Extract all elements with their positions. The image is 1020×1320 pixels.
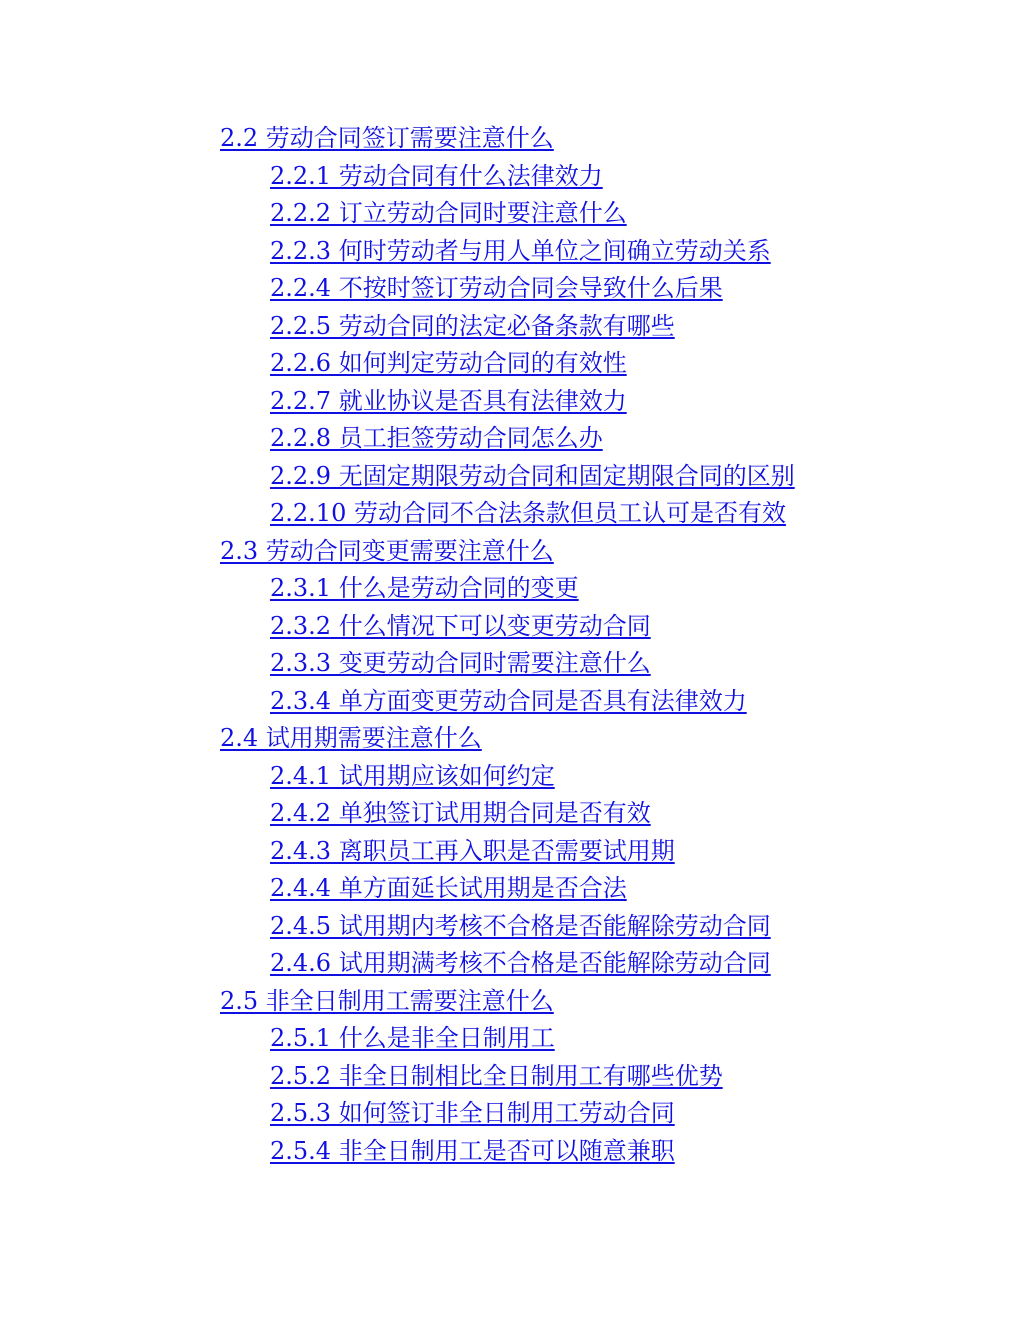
- toc-link[interactable]: 2.2.10 劳动合同不合法条款但员工认可是否有效: [270, 499, 786, 527]
- toc-subsection-2-3-3: [220, 645, 980, 683]
- toc-section-2-5: [220, 983, 980, 1021]
- toc-link[interactable]: 2.2 劳动合同签订需要注意什么: [220, 124, 554, 152]
- toc-subsection-2-4-6: [220, 945, 980, 983]
- toc-subsection-2-2-1: [220, 158, 980, 196]
- toc-link[interactable]: 2.2.2 订立劳动合同时要注意什么: [270, 199, 627, 227]
- toc-subsection-2-4-3: [220, 833, 980, 871]
- toc-subsection-2-2-10: [220, 495, 980, 533]
- toc-subsection-2-3-1: [220, 570, 980, 608]
- toc-link[interactable]: 2.2.9 无固定期限劳动合同和固定期限合同的区别: [270, 461, 795, 490]
- toc-link[interactable]: 2.4.2 单独签订试用期合同是否有效: [270, 799, 651, 827]
- toc-subsection-2-2-2: [220, 195, 980, 233]
- table-of-contents: [220, 120, 980, 1170]
- toc-subsection-2-4-4: [220, 870, 980, 908]
- toc-subsection-2-2-9: [220, 458, 980, 496]
- toc-link[interactable]: 2.2.1 劳动合同有什么法律效力: [270, 161, 603, 190]
- toc-link[interactable]: 2.2.7 就业协议是否具有法律效力: [270, 386, 627, 415]
- toc-link[interactable]: 2.5.3 如何签订非全日制用工劳动合同: [270, 1099, 675, 1127]
- toc-link[interactable]: 2.5.4 非全日制用工是否可以随意兼职: [270, 1136, 675, 1165]
- toc-section-2-3: [220, 533, 980, 571]
- toc-link[interactable]: 2.3.2 什么情况下可以变更劳动合同: [270, 611, 651, 640]
- toc-link[interactable]: 2.3 劳动合同变更需要注意什么: [220, 536, 554, 565]
- toc-subsection-2-2-6: [220, 345, 980, 383]
- toc-subsection-2-5-1: [220, 1020, 980, 1058]
- toc-subsection-2-3-2: [220, 608, 980, 646]
- toc-subsection-2-2-7: [220, 383, 980, 421]
- toc-section-2-2: [220, 120, 980, 158]
- toc-link[interactable]: 2.5.2 非全日制相比全日制用工有哪些优势: [270, 1061, 723, 1090]
- toc-link[interactable]: 2.4.4 单方面延长试用期是否合法: [270, 874, 627, 902]
- toc-link[interactable]: 2.2.5 劳动合同的法定必备条款有哪些: [270, 311, 675, 340]
- toc-subsection-2-5-2: [220, 1058, 980, 1096]
- toc-subsection-2-2-4: [220, 270, 980, 308]
- toc-link[interactable]: 2.3.1 什么是劳动合同的变更: [270, 574, 579, 602]
- toc-link[interactable]: 2.2.3 何时劳动者与用人单位之间确立劳动关系: [270, 236, 771, 265]
- toc-subsection-2-4-5: [220, 908, 980, 946]
- toc-link[interactable]: 2.4 试用期需要注意什么: [220, 724, 482, 752]
- toc-link[interactable]: 2.4.3 离职员工再入职是否需要试用期: [270, 836, 675, 865]
- toc-link[interactable]: 2.4.6 试用期满考核不合格是否能解除劳动合同: [270, 949, 771, 977]
- toc-link[interactable]: 2.3.4 单方面变更劳动合同是否具有法律效力: [270, 686, 747, 715]
- toc-link[interactable]: 2.4.1 试用期应该如何约定: [270, 761, 555, 790]
- toc-subsection-2-2-3: [220, 233, 980, 271]
- toc-subsection-2-4-1: [220, 758, 980, 796]
- toc-link[interactable]: 2.5.1 什么是非全日制用工: [270, 1024, 555, 1052]
- toc-subsection-2-3-4: [220, 683, 980, 721]
- toc-subsection-2-2-8: [220, 420, 980, 458]
- toc-link[interactable]: 2.5 非全日制用工需要注意什么: [220, 986, 554, 1015]
- toc-subsection-2-5-4: [220, 1133, 980, 1171]
- toc-subsection-2-5-3: [220, 1095, 980, 1133]
- toc-link[interactable]: 2.3.3 变更劳动合同时需要注意什么: [270, 649, 651, 677]
- toc-link[interactable]: 2.2.8 员工拒签劳动合同怎么办: [270, 424, 603, 452]
- toc-subsection-2-2-5: [220, 308, 980, 346]
- toc-link[interactable]: 2.2.6 如何判定劳动合同的有效性: [270, 349, 627, 377]
- toc-link[interactable]: 2.2.4 不按时签订劳动合同会导致什么后果: [270, 274, 723, 302]
- toc-section-2-4: [220, 720, 980, 758]
- toc-subsection-2-4-2: [220, 795, 980, 833]
- toc-link[interactable]: 2.4.5 试用期内考核不合格是否能解除劳动合同: [270, 911, 771, 940]
